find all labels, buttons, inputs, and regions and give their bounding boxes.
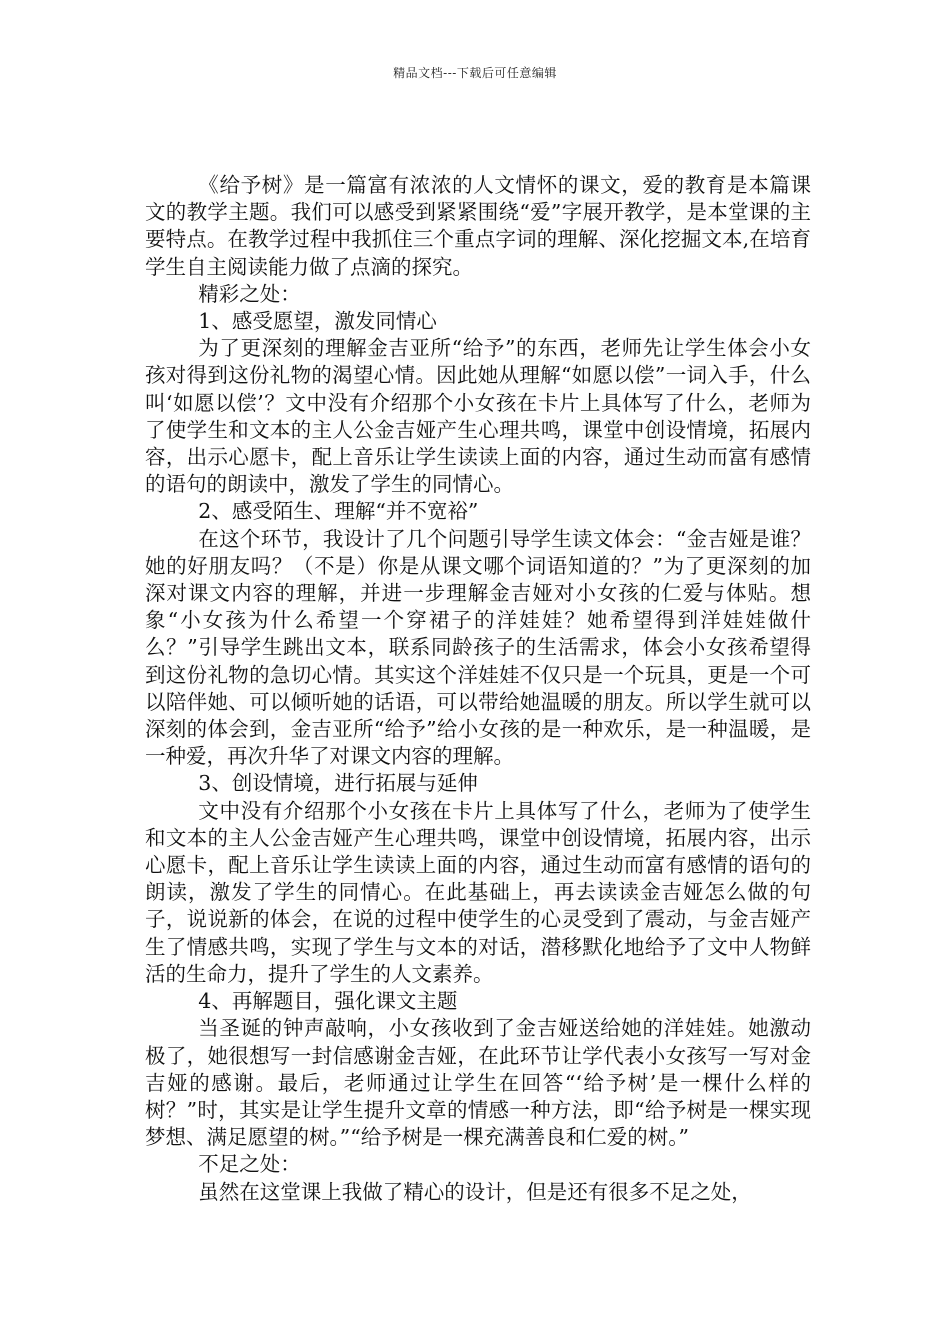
paragraph-4: 当圣诞的钟声敲响，小女孩收到了金吉娅送给她的洋娃娃。她激动极了，她很想写一封信感谢金吉娅，在此环节让学代表小女孩写一写对金吉娅的感谢。最后，老师通过让学生在回答“‘给予树’是一棵什么样的树？”时，其实是让学生提升文章的情感一种方法，即“给予树是一棵实现梦想、满足愿望的树。”“给予树是一棵充满善良和仁爱的树。” bbox=[145, 1016, 811, 1150]
paragraph-5: 虽然在这堂课上我做了精心的设计，但是还有很多不足之处， bbox=[198, 1179, 752, 1204]
paragraph-2: 在这个环节，我设计了几个问题引导学生读文体会：“金吉娅是谁？她的好朋友吗？（不是）你是从课文哪个词语知道的？”为了更深刻的加深对课文内容的理解，并进一步理解金吉娅对小女孩的仁爱与体贴。想象“小女孩为什么希望一个穿裙子的洋娃娃？她希望得到洋娃娃做什么？”引导学生跳出文本，联系同龄孩子的生活需求，体会小女孩希望得到这份礼物的急切心情。其实这个洋娃娃不仅只是一个玩具，更是一个可以陪伴她、可以倾听她的话语，可以带给她温暖的朋友。所以学生就可以深刻的体会到，金吉亚所“给予”给小女孩的是一种欢乐，是一种温暖，是一种爱，再次升华了对课文内容的理解。 bbox=[145, 526, 811, 769]
section-heading-highlights: 精彩之处： bbox=[198, 281, 301, 306]
subheading-2: 2、感受陌生、理解“并不宽裕” bbox=[198, 499, 479, 524]
subheading-3: 3、创设情境，进行拓展与延伸 bbox=[198, 771, 478, 796]
paragraph-1: 为了更深刻的理解金吉亚所“给予”的东西，老师先让学生体会小女孩对得到这份礼物的渴望心情。因此她从理解“如愿以偿”一词入手，什么叫‘如愿以偿’？文中没有介绍那个小女孩在卡片上具体写了什么，老师为了使学生和文本的主人公金吉娅产生心理共鸣，课堂中创设情境，拓展内容，出示心愿卡，配上音乐让学生读读上面的内容，通过生动而富有感情的语句的朗读中，激发了学生的同情心。 bbox=[145, 336, 811, 497]
document-body bbox=[145, 172, 811, 1206]
section-heading-shortcomings: 不足之处： bbox=[198, 1152, 301, 1177]
paragraph-intro: 《给予树》是一篇富有浓浓的人文情怀的课文，爱的教育是本篇课文的教学主题。我们可以感受到紧紧围绕“爱”字展开教学，是本堂课的主要特点。在教学过程中我抓住三个重点字词的理解、深化挖掘文本,在培育学生自主阅读能力做了点滴的探究。 bbox=[145, 173, 811, 279]
paragraph-3: 文中没有介绍那个小女孩在卡片上具体写了什么，老师为了使学生和文本的主人公金吉娅产生心理共鸣，课堂中创设情境，拓展内容，出示心愿卡，配上音乐让学生读读上面的内容，通过生动而富有感情的语句的朗读，激发了学生的同情心。在此基础上，再去读读金吉娅怎么做的句子，说说新的体会，在说的过程中使学生的心灵受到了震动，与金吉娅产生了情感共鸣，实现了学生与文本的对话，潜移默化地给予了文中人物鲜活的生命力，提升了学生的人文素养。 bbox=[145, 798, 811, 986]
subheading-4: 4、再解题目，强化课文主题 bbox=[198, 989, 458, 1014]
subheading-1: 1、感受愿望，激发同情心 bbox=[198, 309, 437, 334]
page-header: 精品文档---下载后可任意编辑 bbox=[393, 66, 557, 80]
